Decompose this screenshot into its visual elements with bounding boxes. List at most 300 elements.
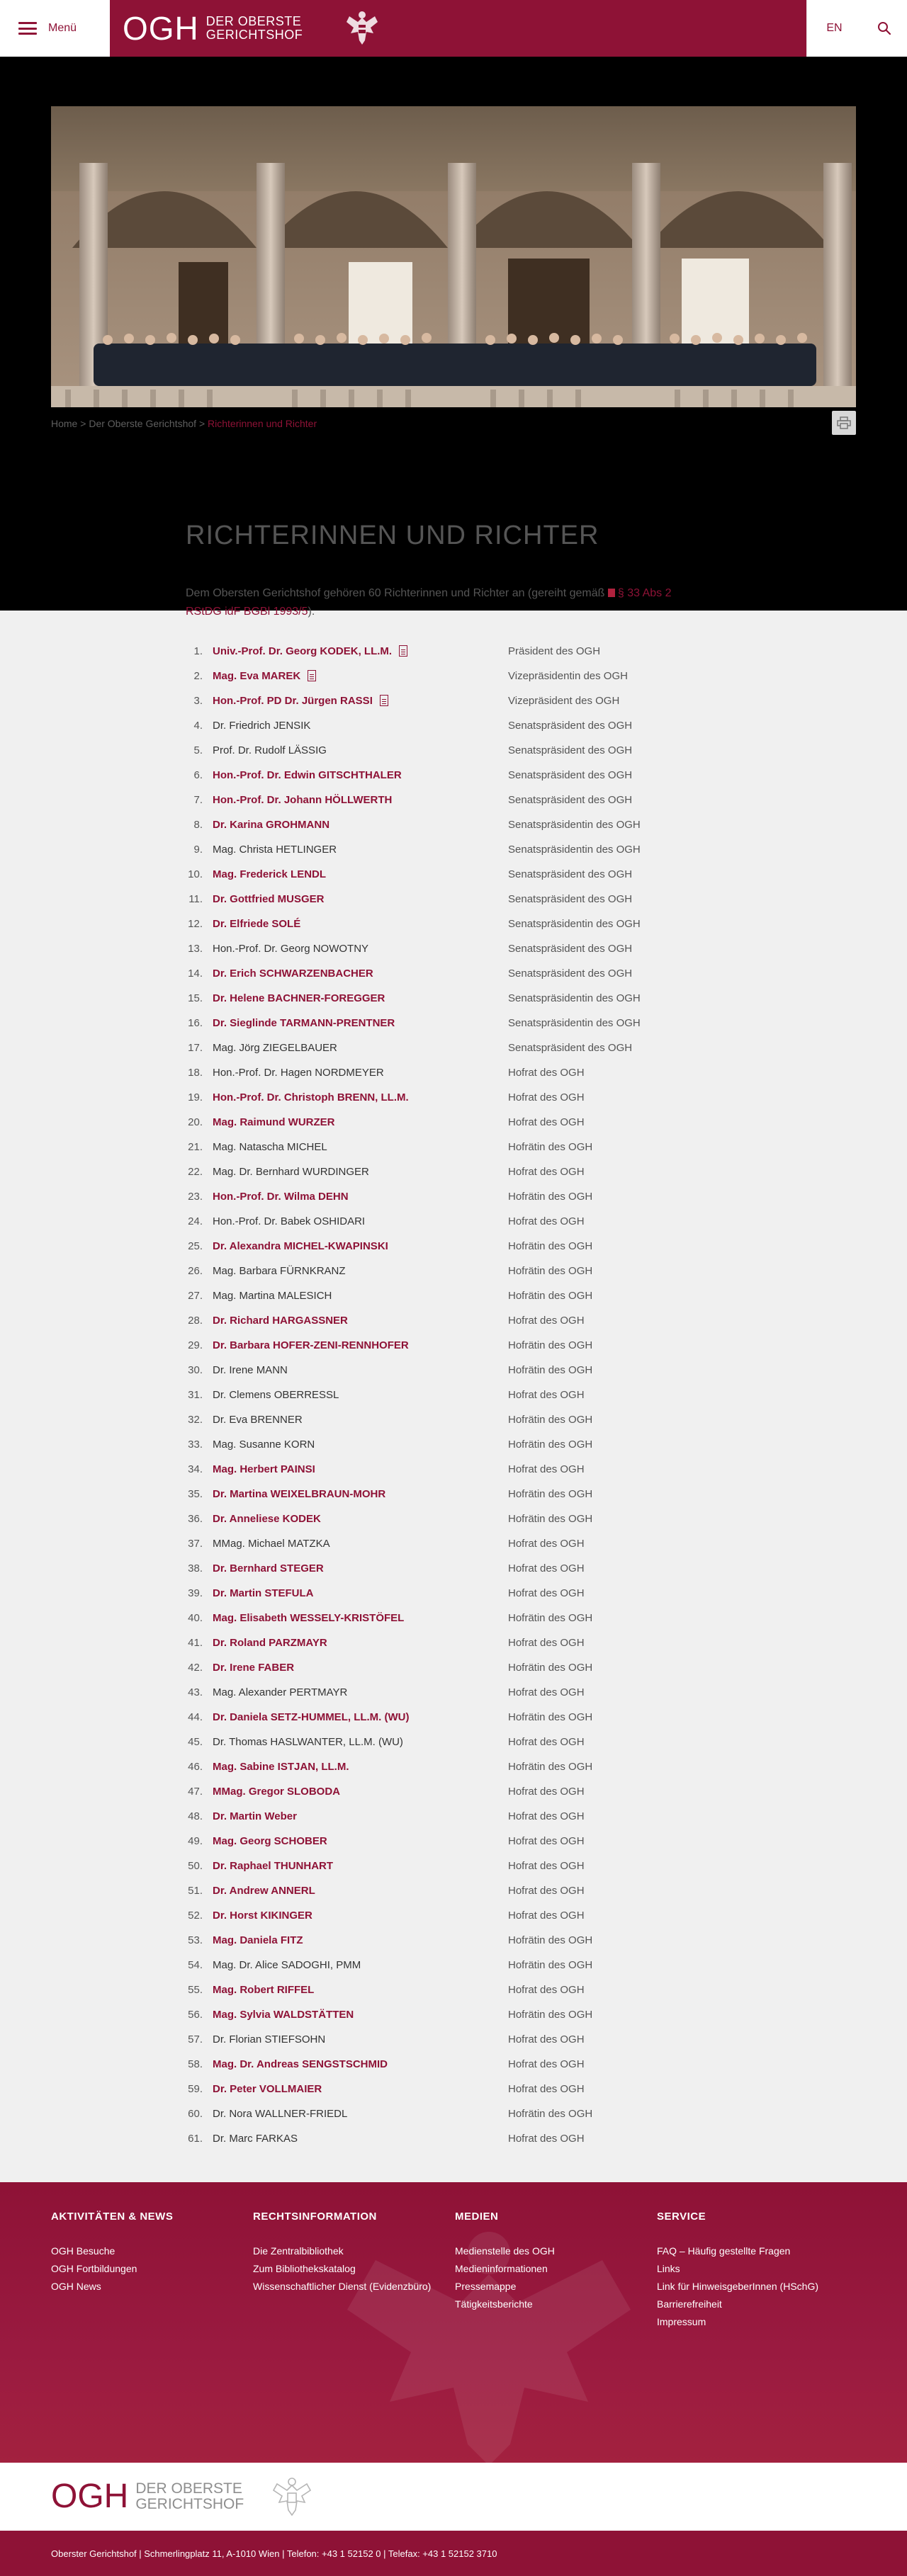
footer-column-legal-information	[253, 2211, 455, 2331]
judge-row	[0, 887, 907, 912]
judge-number: 57.	[188, 2033, 203, 2046]
judge-name	[213, 1389, 508, 1401]
judge-number: 36.	[188, 1513, 203, 1525]
judge-number: 50.	[188, 1860, 203, 1872]
judge-role: Vizepräsident des OGH	[508, 695, 620, 707]
judge-role: Hofrätin des OGH	[508, 1761, 593, 1773]
judge-role: Senatspräsident des OGH	[508, 868, 633, 880]
judge-role: Hofrat des OGH	[508, 2058, 585, 2070]
judge-name-text: Mag. Elisabeth WESSELY-KRISTÖFEL	[213, 1612, 405, 1624]
judge-name-text: Mag. Eva MAREK	[213, 670, 301, 682]
judge-row	[0, 1383, 907, 1407]
print-icon	[837, 416, 851, 429]
judge-name	[213, 720, 508, 732]
judge-name	[213, 844, 508, 856]
judge-name	[213, 1736, 508, 1748]
footer-link[interactable]: Link für HinweisgeberInnen (HSchG)	[657, 2281, 818, 2292]
judge-name-link[interactable]	[213, 1810, 508, 1822]
judge-role: Hofrat des OGH	[508, 1067, 585, 1079]
judge-role: Hofrätin des OGH	[508, 1488, 593, 1500]
footer-link[interactable]: Barrierefreiheit	[657, 2298, 722, 2310]
judge-number: 15.	[188, 992, 203, 1004]
judge-row	[0, 1928, 907, 1953]
judge-name-link[interactable]	[213, 1612, 508, 1624]
judge-role: Senatspräsident des OGH	[508, 744, 633, 756]
intro-text-body: Dem Obersten Gerichtshof gehören 60 Richterinnen und Richter an (gereiht gemäß	[186, 587, 608, 599]
judge-role: Hofrätin des OGH	[508, 2009, 593, 2021]
judge-name-text: Mag. Dr. Alice SADOGHI, PMM	[213, 1959, 361, 1971]
footer-link[interactable]: Links	[657, 2263, 680, 2274]
judge-row	[0, 1308, 907, 1333]
judge-role: Hofrätin des OGH	[508, 1265, 593, 1277]
judge-number: 24.	[188, 1215, 203, 1227]
breadcrumb-separator: >	[80, 418, 86, 429]
footer-links-area	[0, 2182, 907, 2463]
judge-name	[213, 2133, 508, 2145]
judge-role: Präsident des OGH	[508, 645, 601, 657]
judge-row	[0, 961, 907, 986]
footer-column-activities	[51, 2211, 253, 2331]
judge-number: 16.	[188, 1017, 203, 1029]
judge-name-text: Dr. Raphael THUNHART	[213, 1860, 334, 1872]
site-footer	[0, 2182, 907, 2576]
judge-row	[0, 1234, 907, 1259]
judge-name	[213, 2108, 508, 2120]
judge-number: 41.	[188, 1637, 203, 1649]
judge-name-text: Hon.-Prof. PD Dr. Jürgen RASSI	[213, 695, 373, 707]
judge-name-text: Dr. Gottfried MUSGER	[213, 893, 325, 905]
judge-row	[0, 862, 907, 887]
judge-row	[0, 2126, 907, 2151]
judge-row	[0, 1507, 907, 1531]
judge-role: Hofrätin des OGH	[508, 1711, 593, 1723]
judge-number: 46.	[188, 1761, 203, 1773]
brand-name	[206, 15, 303, 42]
page-title: RICHTERINNEN UND RICHTER	[186, 521, 599, 550]
judge-name-text: Hon.-Prof. Dr. Hagen NORDMEYER	[213, 1067, 384, 1079]
footer-column-title: MEDIEN	[455, 2211, 499, 2223]
footer-link[interactable]: OGH News	[51, 2281, 101, 2292]
judge-name	[213, 943, 508, 955]
judge-name-link[interactable]	[213, 1240, 508, 1252]
judge-name-link[interactable]	[213, 1835, 508, 1847]
judge-name-link[interactable]	[213, 1711, 508, 1723]
judge-name-link[interactable]	[213, 1562, 508, 1574]
judge-row	[0, 713, 907, 738]
judge-name-text: Dr. Roland PARZMAYR	[213, 1637, 327, 1649]
pdf-icon[interactable]	[308, 670, 316, 681]
judge-name-link[interactable]	[213, 868, 508, 880]
judge-row	[0, 1259, 907, 1283]
judge-name-text: Hon.-Prof. Dr. Georg NOWOTNY	[213, 943, 369, 955]
footer-link[interactable]: Tätigkeitsberichte	[455, 2298, 533, 2310]
judge-row	[0, 1035, 907, 1060]
judge-role: Hofrätin des OGH	[508, 1934, 593, 1946]
judge-row	[0, 2101, 907, 2126]
judge-name-link[interactable]	[213, 893, 508, 905]
judge-name-text: Mag. Georg SCHOBER	[213, 1835, 327, 1847]
judge-name-link[interactable]	[213, 1662, 508, 1674]
judge-role: Hofrat des OGH	[508, 1860, 585, 1872]
judge-row	[0, 1333, 907, 1358]
judge-role: Hofrat des OGH	[508, 1835, 585, 1847]
intro-text	[186, 584, 696, 621]
judge-name-link[interactable]	[213, 1934, 508, 1946]
judge-row	[0, 1407, 907, 1432]
footer-link[interactable]: OGH Fortbildungen	[51, 2263, 137, 2274]
judge-row	[0, 2002, 907, 2027]
breadcrumb-parent[interactable]: Der Oberste Gerichtshof	[89, 418, 197, 429]
footer-link[interactable]: FAQ – Häufig gestellte Fragen	[657, 2245, 791, 2257]
judge-name	[213, 1439, 508, 1451]
judge-role: Hofrätin des OGH	[508, 1513, 593, 1525]
judge-name-text: Dr. Daniela SETZ-HUMMEL, LL.M. (WU)	[213, 1711, 410, 1723]
judge-number: 56.	[188, 2009, 203, 2021]
judge-name-text: Mag. Jörg ZIEGELBAUER	[213, 1042, 337, 1054]
judge-row	[0, 1432, 907, 1457]
judge-name-link[interactable]	[213, 1786, 508, 1798]
judge-role: Hofrat des OGH	[508, 1166, 585, 1178]
judge-number: 4.	[193, 720, 203, 732]
judge-row	[0, 1110, 907, 1135]
footer-column-media	[455, 2211, 657, 2331]
footer-link[interactable]: Impressum	[657, 2316, 706, 2327]
judge-name-text: Dr. Andrew ANNERL	[213, 1885, 315, 1897]
judge-role: Senatspräsidentin des OGH	[508, 918, 641, 930]
judge-role: Hofrätin des OGH	[508, 1191, 593, 1203]
judge-number: 12.	[188, 918, 203, 930]
judge-role: Senatspräsident des OGH	[508, 893, 633, 905]
judge-role: Senatspräsident des OGH	[508, 769, 633, 781]
judge-row	[0, 1903, 907, 1928]
judge-row	[0, 1705, 907, 1730]
judge-row	[0, 1854, 907, 1878]
judge-name-text: Dr. Richard HARGASSNER	[213, 1315, 348, 1327]
judge-name-text: Mag. Dr. Bernhard WURDINGER	[213, 1166, 369, 1178]
judge-row	[0, 664, 907, 688]
breadcrumb-home[interactable]: Home	[51, 418, 78, 429]
judge-number: 10.	[188, 868, 203, 880]
judge-name-link[interactable]	[213, 1984, 508, 1996]
footer-link[interactable]: Medienstelle des OGH	[455, 2245, 555, 2257]
judge-row	[0, 1581, 907, 1606]
menu-label: Menü	[48, 22, 77, 34]
judge-row	[0, 1680, 907, 1705]
judge-number: 5.	[193, 744, 203, 756]
judge-number: 45.	[188, 1736, 203, 1748]
judge-number: 9.	[193, 844, 203, 856]
judge-name-link[interactable]	[213, 1587, 508, 1599]
group-photo	[51, 106, 856, 407]
judge-name-link[interactable]	[213, 695, 508, 707]
hero-section	[0, 57, 907, 618]
judge-number: 35.	[188, 1488, 203, 1500]
footer-address-bar	[0, 2531, 907, 2576]
judge-number: 48.	[188, 1810, 203, 1822]
judge-row	[0, 986, 907, 1011]
judge-role: Senatspräsidentin des OGH	[508, 1017, 641, 1029]
judge-name-text: MMag. Michael MATZKA	[213, 1538, 330, 1550]
judge-role: Hofrat des OGH	[508, 1810, 585, 1822]
judge-row	[0, 1655, 907, 1680]
judge-role: Hofrat des OGH	[508, 1215, 585, 1227]
judge-name-link[interactable]	[213, 1885, 508, 1897]
judge-name	[213, 1067, 508, 1079]
judge-role: Senatspräsidentin des OGH	[508, 844, 641, 856]
judge-name-text: Dr. Friedrich JENSIK	[213, 720, 311, 732]
law-document-icon	[608, 589, 615, 597]
footer-brand-line2: GERICHTSHOF	[135, 2496, 244, 2512]
brand-name-line1: DER OBERSTE	[205, 14, 302, 28]
judge-role: Hofrat des OGH	[508, 2083, 585, 2095]
site-logo[interactable]: OGH	[123, 10, 199, 47]
judge-name-text: Hon.-Prof. Dr. Babek OSHIDARI	[213, 1215, 366, 1227]
judge-role: Hofrätin des OGH	[508, 1414, 593, 1426]
judge-number: 55.	[188, 1984, 203, 1996]
judge-name-link[interactable]	[213, 1091, 508, 1103]
judge-row	[0, 1011, 907, 1035]
judge-role: Hofrat des OGH	[508, 1786, 585, 1798]
judge-number: 8.	[193, 819, 203, 831]
footer-logo[interactable]: OGH	[51, 2478, 129, 2515]
judge-number: 25.	[188, 1240, 203, 1252]
judge-name-link[interactable]	[213, 1315, 508, 1327]
judge-name-text: Dr. Anneliese KODEK	[213, 1513, 321, 1525]
judge-number: 13.	[188, 943, 203, 955]
judge-name-text: Mag. Alexander PERTMAYR	[213, 1686, 348, 1698]
judge-name-link[interactable]	[213, 1761, 508, 1773]
judge-row	[0, 1754, 907, 1779]
judge-name-text: Hon.-Prof. Dr. Edwin GITSCHTHALER	[213, 769, 402, 781]
judge-role: Hofrat des OGH	[508, 2033, 585, 2046]
judge-role: Hofrätin des OGH	[508, 1662, 593, 1674]
footer-brand-line1: DER OBERSTE	[135, 2480, 242, 2497]
judge-row	[0, 1358, 907, 1383]
search-icon	[877, 21, 891, 35]
judge-name	[213, 1686, 508, 1698]
judge-number: 14.	[188, 968, 203, 980]
judge-name-link[interactable]	[213, 918, 508, 930]
judge-number: 22.	[188, 1166, 203, 1178]
judge-number: 39.	[188, 1587, 203, 1599]
judge-name-link[interactable]	[213, 2058, 508, 2070]
judge-name-text: Dr. Karina GROHMANN	[213, 819, 330, 831]
judge-name-link[interactable]	[213, 1463, 508, 1475]
judge-role: Hofrat des OGH	[508, 1463, 585, 1475]
judge-name-link[interactable]	[213, 1488, 508, 1500]
judge-number: 42.	[188, 1662, 203, 1674]
judge-name-text: Dr. Sieglinde TARMANN-PRENTNER	[213, 1017, 395, 1029]
judge-name-text: Mag. Dr. Andreas SENGSTSCHMID	[213, 2058, 388, 2070]
judge-name-link[interactable]	[213, 2083, 508, 2095]
footer-column-title: SERVICE	[657, 2211, 706, 2223]
judge-name-text: Mag. Barbara FÜRNKRANZ	[213, 1265, 346, 1277]
judge-name-text: Dr. Irene MANN	[213, 1364, 288, 1376]
judge-number: 17.	[188, 1042, 203, 1054]
judge-role: Hofrätin des OGH	[508, 1339, 593, 1351]
judge-number: 58.	[188, 2058, 203, 2070]
judge-name	[213, 1364, 508, 1376]
judge-role: Hofrat des OGH	[508, 1116, 585, 1128]
footer-link[interactable]: Pressemappe	[455, 2281, 517, 2292]
judge-number: 38.	[188, 1562, 203, 1574]
language-switch[interactable]: EN	[806, 0, 862, 57]
judge-row	[0, 1531, 907, 1556]
judge-role: Vizepräsidentin des OGH	[508, 670, 628, 682]
judge-row	[0, 1135, 907, 1159]
menu-button[interactable]	[0, 0, 110, 57]
judge-number: 44.	[188, 1711, 203, 1723]
judge-name-link[interactable]	[213, 1637, 508, 1649]
judge-number: 49.	[188, 1835, 203, 1847]
brand-name-line2: GERICHTSHOF	[205, 28, 303, 42]
judge-name-text: Mag. Frederick LENDL	[213, 868, 327, 880]
judge-name-link[interactable]	[213, 769, 508, 781]
judge-name-link[interactable]	[213, 968, 508, 980]
judge-number: 51.	[188, 1885, 203, 1897]
judge-row	[0, 837, 907, 862]
footer-link[interactable]: Wissenschaftlicher Dienst (Evidenzbüro)	[253, 2281, 432, 2292]
judge-role: Hofrat des OGH	[508, 1389, 585, 1401]
judge-number: 40.	[188, 1612, 203, 1624]
judge-row	[0, 1804, 907, 1829]
judge-name	[213, 1414, 508, 1426]
judge-name	[213, 1959, 508, 1971]
judge-number: 19.	[188, 1091, 203, 1103]
judge-name-text: Dr. Eva BRENNER	[213, 1414, 303, 1426]
footer-column-title: RECHTSINFORMATION	[253, 2211, 377, 2223]
judge-number: 20.	[188, 1116, 203, 1128]
judge-row	[0, 812, 907, 837]
judge-row	[0, 1060, 907, 1085]
footer-brand	[0, 2463, 907, 2531]
site-header	[0, 0, 907, 57]
judge-name-link[interactable]	[213, 1017, 508, 1029]
footer-column-service	[657, 2211, 859, 2331]
footer-address: Oberster Gerichtshof | Schmerlingplatz 11, A-1010 Wien | Telefon: +43 1 52152 0 | Telefax: +43 1 52152 3710	[51, 2548, 497, 2559]
judge-role: Senatspräsident des OGH	[508, 968, 633, 980]
judge-name-link[interactable]	[213, 2009, 508, 2021]
judge-number: 11.	[188, 893, 203, 905]
judge-name-text: Prof. Dr. Rudolf LÄSSIG	[213, 744, 327, 756]
judge-role: Hofrätin des OGH	[508, 1141, 593, 1153]
judge-name	[213, 1141, 508, 1153]
judge-name-text: Dr. Florian STIEFSOHN	[213, 2033, 326, 2046]
judge-name-link[interactable]	[213, 819, 508, 831]
judge-role: Hofrat des OGH	[508, 1315, 585, 1327]
judge-row	[0, 1159, 907, 1184]
judge-role: Hofrat des OGH	[508, 2133, 585, 2145]
judge-role: Hofrat des OGH	[508, 1562, 585, 1574]
judge-name-link[interactable]	[213, 1339, 508, 1351]
judge-row	[0, 2077, 907, 2101]
judge-name-text: Dr. Elfriede SOLÉ	[213, 918, 301, 930]
judge-number: 26.	[188, 1265, 203, 1277]
footer-brand-name	[135, 2481, 244, 2512]
judge-role: Hofrat des OGH	[508, 1910, 585, 1922]
judge-number: 7.	[193, 794, 203, 806]
judge-name	[213, 2033, 508, 2046]
eagle-emblem-icon	[271, 2475, 313, 2519]
judge-row	[0, 763, 907, 788]
print-button[interactable]	[832, 411, 856, 435]
judge-name-link[interactable]	[213, 1860, 508, 1872]
judge-name-link[interactable]	[213, 670, 508, 682]
judge-number: 34.	[188, 1463, 203, 1475]
breadcrumb	[51, 418, 317, 429]
judge-number: 27.	[188, 1290, 203, 1302]
judge-name-text: Dr. Martin STEFULA	[213, 1587, 314, 1599]
judge-name	[213, 1265, 508, 1277]
judge-name-text: Mag. Susanne KORN	[213, 1439, 315, 1451]
judge-number: 59.	[188, 2083, 203, 2095]
judge-name-text: Dr. Horst KIKINGER	[213, 1910, 312, 1922]
judge-role: Senatspräsident des OGH	[508, 720, 633, 732]
judge-row	[0, 1829, 907, 1854]
judge-role: Hofrat des OGH	[508, 1984, 585, 1996]
judge-number: 3.	[193, 695, 203, 707]
judge-number: 31.	[188, 1389, 203, 1401]
search-button[interactable]	[862, 0, 907, 57]
judge-row	[0, 936, 907, 961]
hamburger-icon	[18, 22, 37, 35]
judge-row	[0, 1457, 907, 1482]
pdf-icon[interactable]	[380, 695, 388, 706]
judge-name-link[interactable]	[213, 794, 508, 806]
judge-row	[0, 788, 907, 812]
breadcrumb-current: Richterinnen und Richter	[208, 418, 317, 429]
judge-row	[0, 738, 907, 763]
judge-role: Hofrätin des OGH	[508, 1439, 593, 1451]
judge-role: Hofrätin des OGH	[508, 1290, 593, 1302]
judge-row	[0, 1978, 907, 2002]
judge-number: 43.	[188, 1686, 203, 1698]
judge-role: Hofrätin des OGH	[508, 1240, 593, 1252]
judge-name-text: MMag. Gregor SLOBODA	[213, 1786, 341, 1798]
judge-role: Hofrat des OGH	[508, 1736, 585, 1748]
judge-name-link[interactable]	[213, 1513, 508, 1525]
judge-row	[0, 2027, 907, 2052]
judge-number: 37.	[188, 1538, 203, 1550]
judge-number: 60.	[188, 2108, 203, 2120]
judge-row	[0, 1283, 907, 1308]
judge-name-link[interactable]	[213, 1116, 508, 1128]
brand-bar	[110, 0, 806, 57]
judge-name-link[interactable]	[213, 1191, 508, 1203]
judge-name-text: Univ.-Prof. Dr. Georg KODEK, LL.M.	[213, 645, 393, 657]
judge-name-link[interactable]	[213, 992, 508, 1004]
judge-number: 54.	[188, 1959, 203, 1971]
footer-link[interactable]: OGH Besuche	[51, 2245, 116, 2257]
pdf-icon[interactable]	[399, 645, 407, 657]
judge-name-text: Dr. Peter VOLLMAIER	[213, 2083, 322, 2095]
judge-role: Hofrätin des OGH	[508, 1612, 593, 1624]
judge-name-text: Dr. Thomas HASLWANTER, LL.M. (WU)	[213, 1736, 403, 1748]
judge-number: 32.	[188, 1414, 203, 1426]
footer-link[interactable]: Die Zentralbibliothek	[253, 2245, 344, 2257]
footer-link[interactable]: Zum Bibliothekskatalog	[253, 2263, 356, 2274]
judge-name	[213, 1290, 508, 1302]
judge-name-link[interactable]	[213, 645, 508, 657]
footer-link[interactable]: Medieninformationen	[455, 2263, 548, 2274]
judge-name	[213, 1215, 508, 1227]
judge-name-text: Mag. Sylvia WALDSTÄTTEN	[213, 2009, 354, 2021]
judge-name-link[interactable]	[213, 1910, 508, 1922]
judge-role: Hofrat des OGH	[508, 1091, 585, 1103]
judges-list	[0, 611, 907, 2182]
judge-role: Hofrätin des OGH	[508, 1959, 593, 1971]
judge-name-text: Mag. Robert RIFFEL	[213, 1984, 315, 1996]
